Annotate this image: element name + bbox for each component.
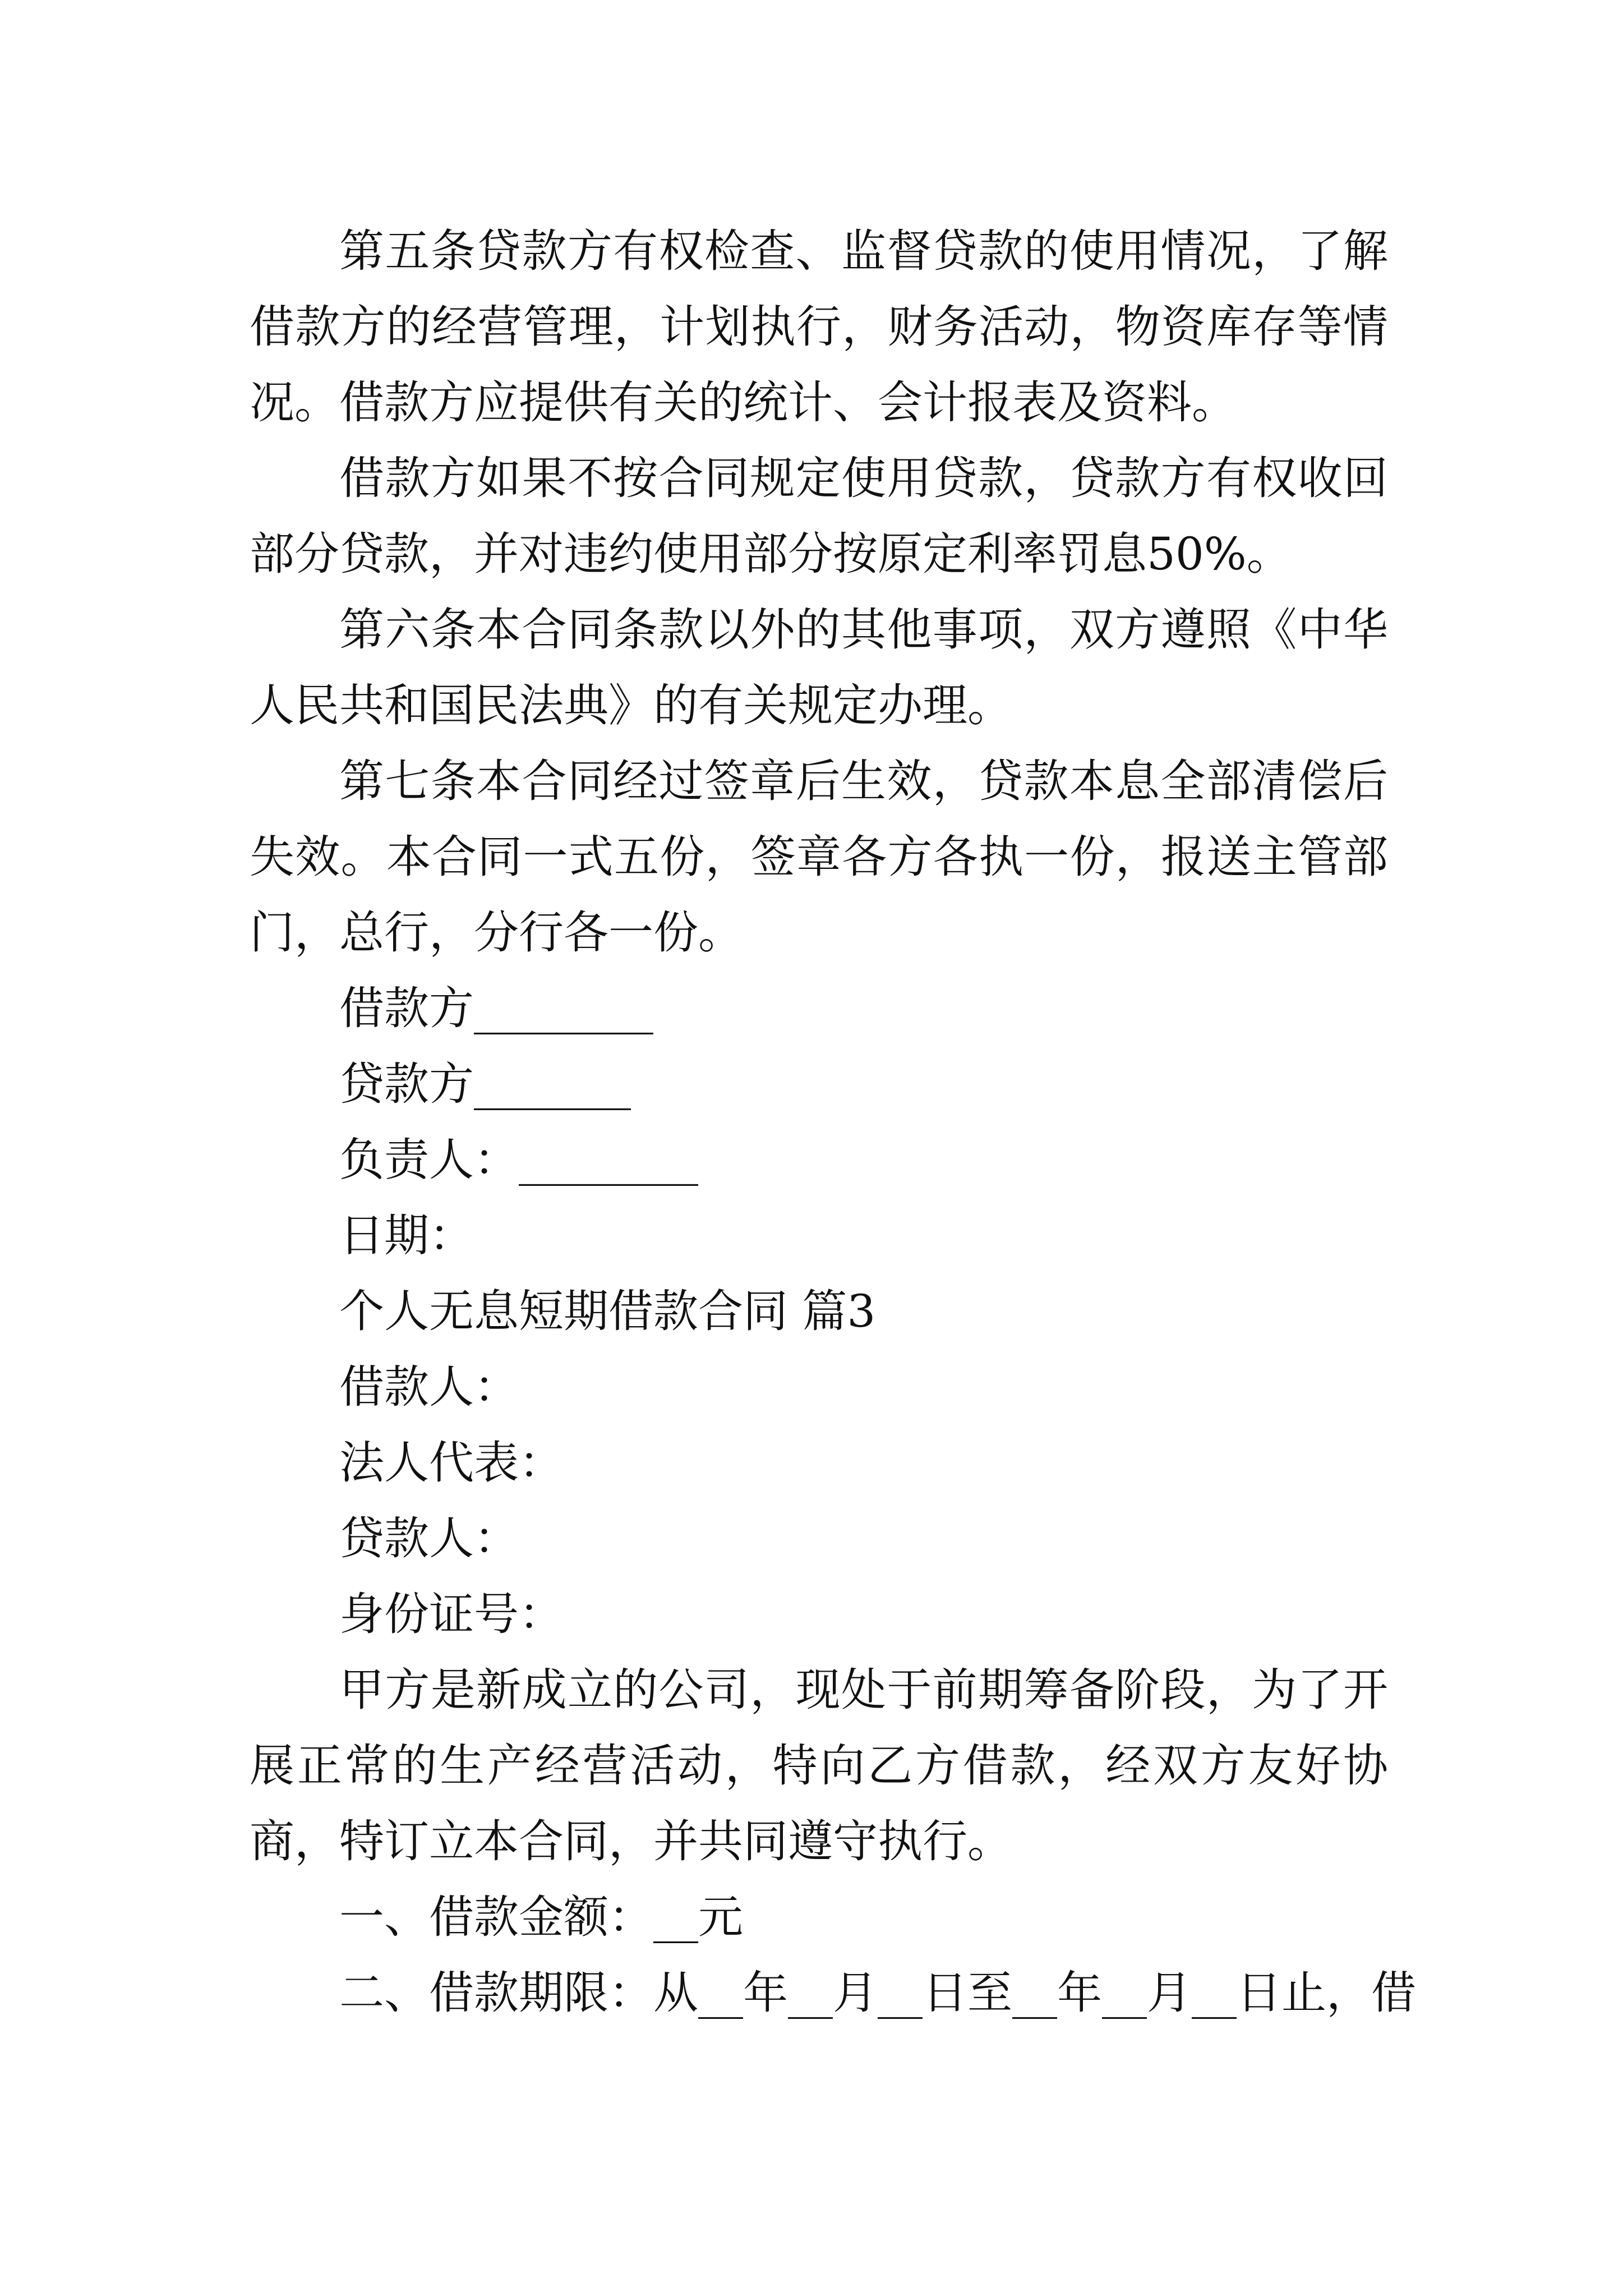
borrower-line: 借款人： — [339, 1361, 519, 1413]
clause-loan-term: 二、借款期限：从__年__月__日至__年__月__日止，借 — [339, 1967, 1416, 2019]
clause-loan-amount: 一、借款金额：__元 — [339, 1891, 743, 1943]
article-6-paragraph: 第六条本合同条款以外的其他事项，双方遵照《中华人民共和国民法典》的有关规定办理。 — [250, 604, 1388, 731]
section-title: 个人无息短期借款合同 篇3 — [339, 1285, 876, 1337]
date-line: 日期： — [339, 1209, 474, 1262]
document-page — [250, 213, 1416, 2031]
id-number-line: 身份证号： — [339, 1588, 564, 1640]
lender-line: 贷款人： — [339, 1512, 519, 1565]
misuse-penalty-paragraph: 借款方如果不按合同规定使用贷款，贷款方有权收回部分贷款，并对违约使用部分按原定利率罚息50%。 — [250, 452, 1388, 580]
responsible-person-line: 负责人：________ — [339, 1134, 698, 1186]
intro-paragraph: 甲方是新成立的公司，现处于前期筹备阶段，为了开展正常的生产经营活动，特向乙方借款，经双方友好协商，特订立本合同，并共同遵守执行。 — [250, 1664, 1388, 1867]
article-5-paragraph: 第五条贷款方有权检查、监督贷款的使用情况，了解借款方的经营管理，计划执行，财务活动，物资库存等情况。借款方应提供有关的统计、会计报表及资料。 — [250, 225, 1388, 429]
article-7-paragraph: 第七条本合同经过签章后生效，贷款本息全部清偿后失效。本合同一式五份，签章各方各执一份，报送主管部门，总行，分行各一份。 — [250, 755, 1388, 959]
legal-representative-line: 法人代表： — [339, 1437, 564, 1489]
borrower-signature-line: 借款方________ — [339, 982, 653, 1034]
lender-signature-line: 贷款方_______ — [339, 1058, 631, 1110]
